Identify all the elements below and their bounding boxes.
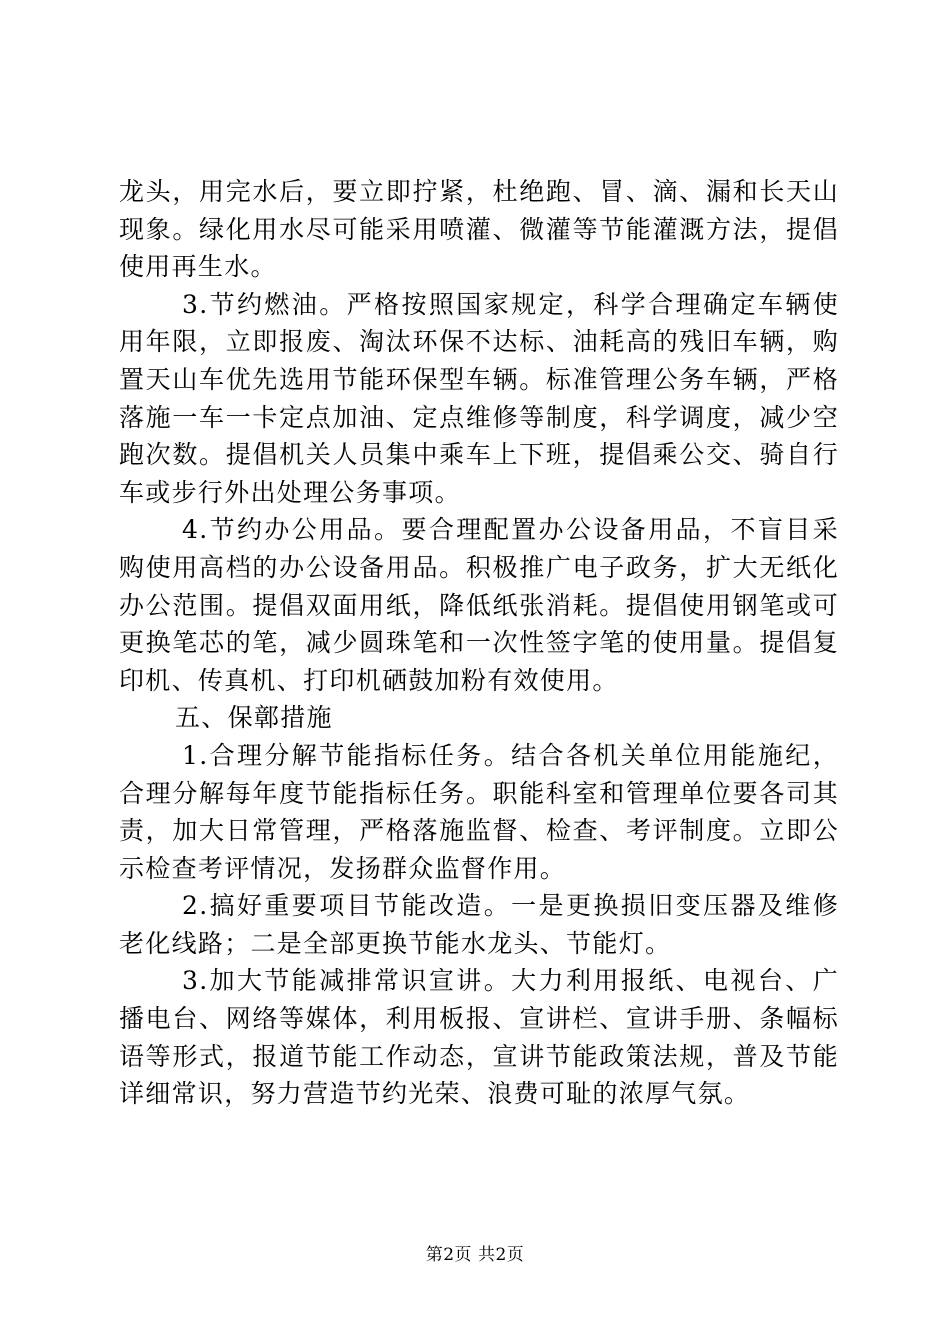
page-footer: 第2页 共2页 bbox=[425, 1245, 525, 1265]
paragraph-decompose-targets: 1.合理分解节能指标任务。结合各机关单位用能施纪，合理分解每年度节能指标任务。职能科室和管理单位要各司其责，加大日常管理，严格落施监督、检查、考评制度。立即公示检查考评情况，发扬群众监督作用。 bbox=[119, 740, 839, 883]
paragraph-water-continued: 龙头，用完水后，要立即拧紧，杜绝跑、冒、滴、漏和长天山现象。绿化用水尽可能采用喷灌、微灌等节能灌溉方法，提倡使用再生水。 bbox=[119, 177, 839, 282]
section-heading-safeguards: 五、保鄣措施 bbox=[175, 703, 333, 733]
paragraph-save-fuel: 3.节约燃油。严格按照国家规定，科学合理确定车辆使用年限，立即报废、淘汰环保不达标、油耗高的残旧车辆，购置天山车优先选用节能环保型车辆。标准管理公务车辆，严格落施一车一卡定点加油、定点维修等制度，科学调度，减少空跑次数。提倡机关人员集中乘车上下班，提倡乘公交、骑自行车或步行外出处理公务事项。 bbox=[119, 289, 839, 507]
paragraph-publicity: 3.加大节能减排常识宣讲。大力利用报纸、电视台、广播电台、网络等媒体，利用板报、宣讲栏、宣讲手册、条幅标语等形式，报道节能工作动态，宣讲节能政策法规，普及节能详细常识，努力营造节约光荣、浪费可耻的浓厚气氛。 bbox=[119, 966, 839, 1109]
paragraph-retrofit-projects: 2.搞好重要项目节能改造。一是更换损旧变压器及维修老化线路；二是全部更换节能水龙头、节能灯。 bbox=[119, 891, 839, 958]
document-body bbox=[119, 173, 839, 1113]
paragraph-save-office-supplies: 4.节约办公用品。要合理配置办公设备用品，不盲目采购使用高档的办公设备用品。积极推广电子政务，扩大无纸化办公范围。提倡双面用纸，降低纸张消耗。提倡使用钢笔或可更换笔芯的笔，减少圆珠笔和一次性签字笔的使用量。提倡复印机、传真机、打印机硒鼓加粉有效使用。 bbox=[119, 515, 839, 695]
